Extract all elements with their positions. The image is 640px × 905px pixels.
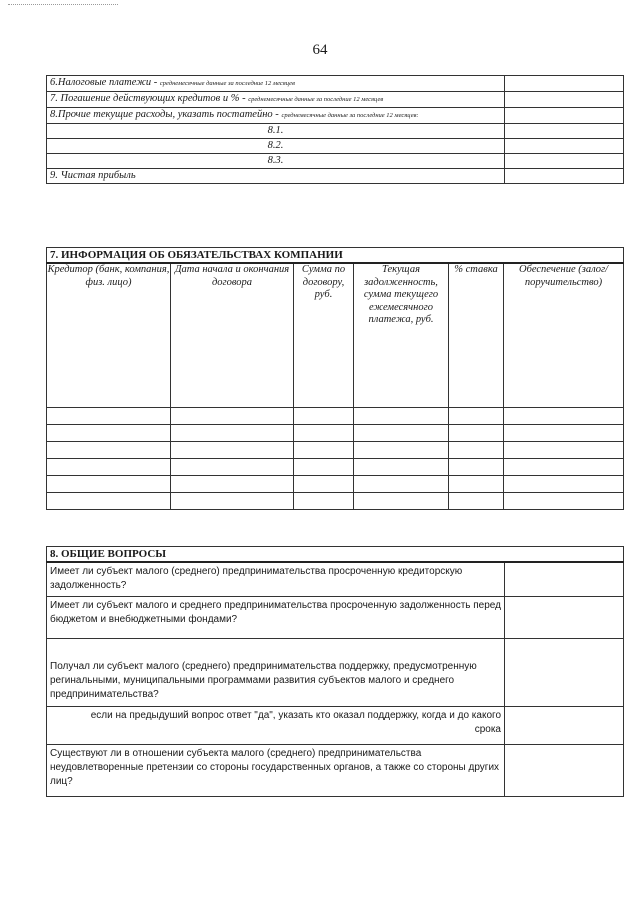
obligation-row [47,442,624,459]
obligation-cell[interactable] [171,442,294,459]
value-cell[interactable] [505,139,624,154]
obligation-cell[interactable] [449,493,504,510]
row-label-text: 8.1. [267,125,284,136]
obligation-cell[interactable] [47,476,171,493]
financial-row-label [47,139,505,154]
obligation-cell[interactable] [504,425,624,442]
answer-cell[interactable] [505,562,624,596]
financial-row-label [47,169,505,184]
obligation-cell[interactable] [47,459,171,476]
row-note-text: среднемесячные данные за последние 12 месяцев: [281,112,419,119]
financial-row-label [47,154,505,169]
financial-row [47,169,624,184]
column-header-rate: % ставка [449,263,504,408]
column-header-contract-sum: Сумма по договору, руб. [294,263,354,408]
page-number: 64 [312,42,328,58]
financial-row-label [47,108,505,124]
general-questions-table [46,546,624,797]
obligation-cell[interactable] [294,476,354,493]
obligation-row [47,408,624,425]
obligation-cell[interactable] [504,493,624,510]
financial-row [47,154,624,169]
column-header-creditor: Кредитор (банк, компания, физ. лицо) [47,263,171,408]
obligation-cell[interactable] [294,425,354,442]
value-cell[interactable] [505,124,624,139]
column-header-contract-dates: Дата начала и окончания договора [171,263,294,408]
obligation-row [47,476,624,493]
obligation-cell[interactable] [171,476,294,493]
question-budget-debt: Имеет ли субъект малого и среднего предпринимательства просроченную задолженность перед бюджетом и внебюджетными фондами? [47,596,505,638]
obligation-cell[interactable] [504,459,624,476]
obligation-row [47,459,624,476]
row-note-text: среднемесячные данные за последние 12 месяцев [248,96,384,103]
financial-table [46,75,624,184]
obligation-cell[interactable] [504,408,624,425]
obligation-cell[interactable] [171,493,294,510]
obligation-cell[interactable] [354,459,449,476]
obligations-table [46,247,624,510]
value-cell[interactable] [505,108,624,124]
obligation-cell[interactable] [354,442,449,459]
obligation-cell[interactable] [294,408,354,425]
column-header-collateral: Обеспечение (залог/поручительство) [504,263,624,408]
obligation-row [47,493,624,510]
scan-artifact [8,4,118,7]
obligation-cell[interactable] [294,442,354,459]
obligation-cell[interactable] [449,476,504,493]
answer-cell[interactable] [505,706,624,744]
value-cell[interactable] [505,76,624,92]
financial-row-label [47,76,505,92]
question-support-received: Получал ли субъект малого (среднего) предпринимательства поддержку, предусмотренную регинальными, муниципальными программами развития субъектов малого и среднего предпринимательства? [47,638,505,706]
answer-cell[interactable] [505,744,624,796]
row-label-text: 9. Чистая прибыль [50,170,136,181]
value-cell[interactable] [505,154,624,169]
obligation-cell[interactable] [354,408,449,425]
obligation-cell[interactable] [171,425,294,442]
column-header-current-debt: Текущая задолженность, сумма текущего ежемесячного платежа, руб. [354,263,449,408]
question-claims: Существуют ли в отношении субъекта малого (среднего) предпринимательства неудовлетворенные претензии со стороны государственных органов, а также со стороны других лиц? [47,744,505,796]
financial-row [47,76,624,92]
financial-row [47,108,624,124]
obligation-cell[interactable] [449,459,504,476]
row-label-text: 8.2. [267,140,284,151]
financial-row [47,92,624,108]
obligation-cell[interactable] [354,493,449,510]
obligation-row [47,425,624,442]
obligation-cell[interactable] [504,442,624,459]
row-note-text: среднемесячные данные за последние 12 месяцев [159,80,295,87]
obligation-cell[interactable] [294,493,354,510]
obligation-cell[interactable] [449,442,504,459]
obligation-cell[interactable] [449,408,504,425]
section-7-title: 7. ИНФОРМАЦИЯ ОБ ОБЯЗАТЕЛЬСТВАХ КОМПАНИИ [47,248,624,264]
value-cell[interactable] [505,92,624,108]
obligation-cell[interactable] [47,408,171,425]
financial-row-label [47,92,505,108]
row-label-text: 7. Погашение действующих кредитов и % - [50,93,249,104]
section-8-title: 8. ОБЩИЕ ВОПРОСЫ [47,547,624,563]
obligation-cell[interactable] [294,459,354,476]
financial-row [47,139,624,154]
answer-cell[interactable] [505,638,624,706]
obligation-cell[interactable] [449,425,504,442]
financial-row-label [47,124,505,139]
obligation-cell[interactable] [47,425,171,442]
obligation-cell[interactable] [171,459,294,476]
row-label-text: 6.Налоговые платежи - [50,77,160,88]
obligation-cell[interactable] [171,408,294,425]
financial-row [47,124,624,139]
answer-cell[interactable] [505,596,624,638]
obligation-cell[interactable] [354,476,449,493]
obligation-cell[interactable] [47,493,171,510]
question-support-details: если на предыдуший вопрос ответ "да", указать кто оказал поддержку, когда и до какого срока [47,706,505,744]
row-label-text: 8.Прочие текущие расходы, указать постатейно - [50,109,282,120]
obligation-cell[interactable] [354,425,449,442]
row-label-text: 8.3. [267,155,284,166]
obligation-cell[interactable] [504,476,624,493]
value-cell[interactable] [505,169,624,184]
obligation-cell[interactable] [47,442,171,459]
question-overdue-payables: Имеет ли субъект малого (среднего) предпринимательства просроченную кредиторскую задолженность? [47,562,505,596]
